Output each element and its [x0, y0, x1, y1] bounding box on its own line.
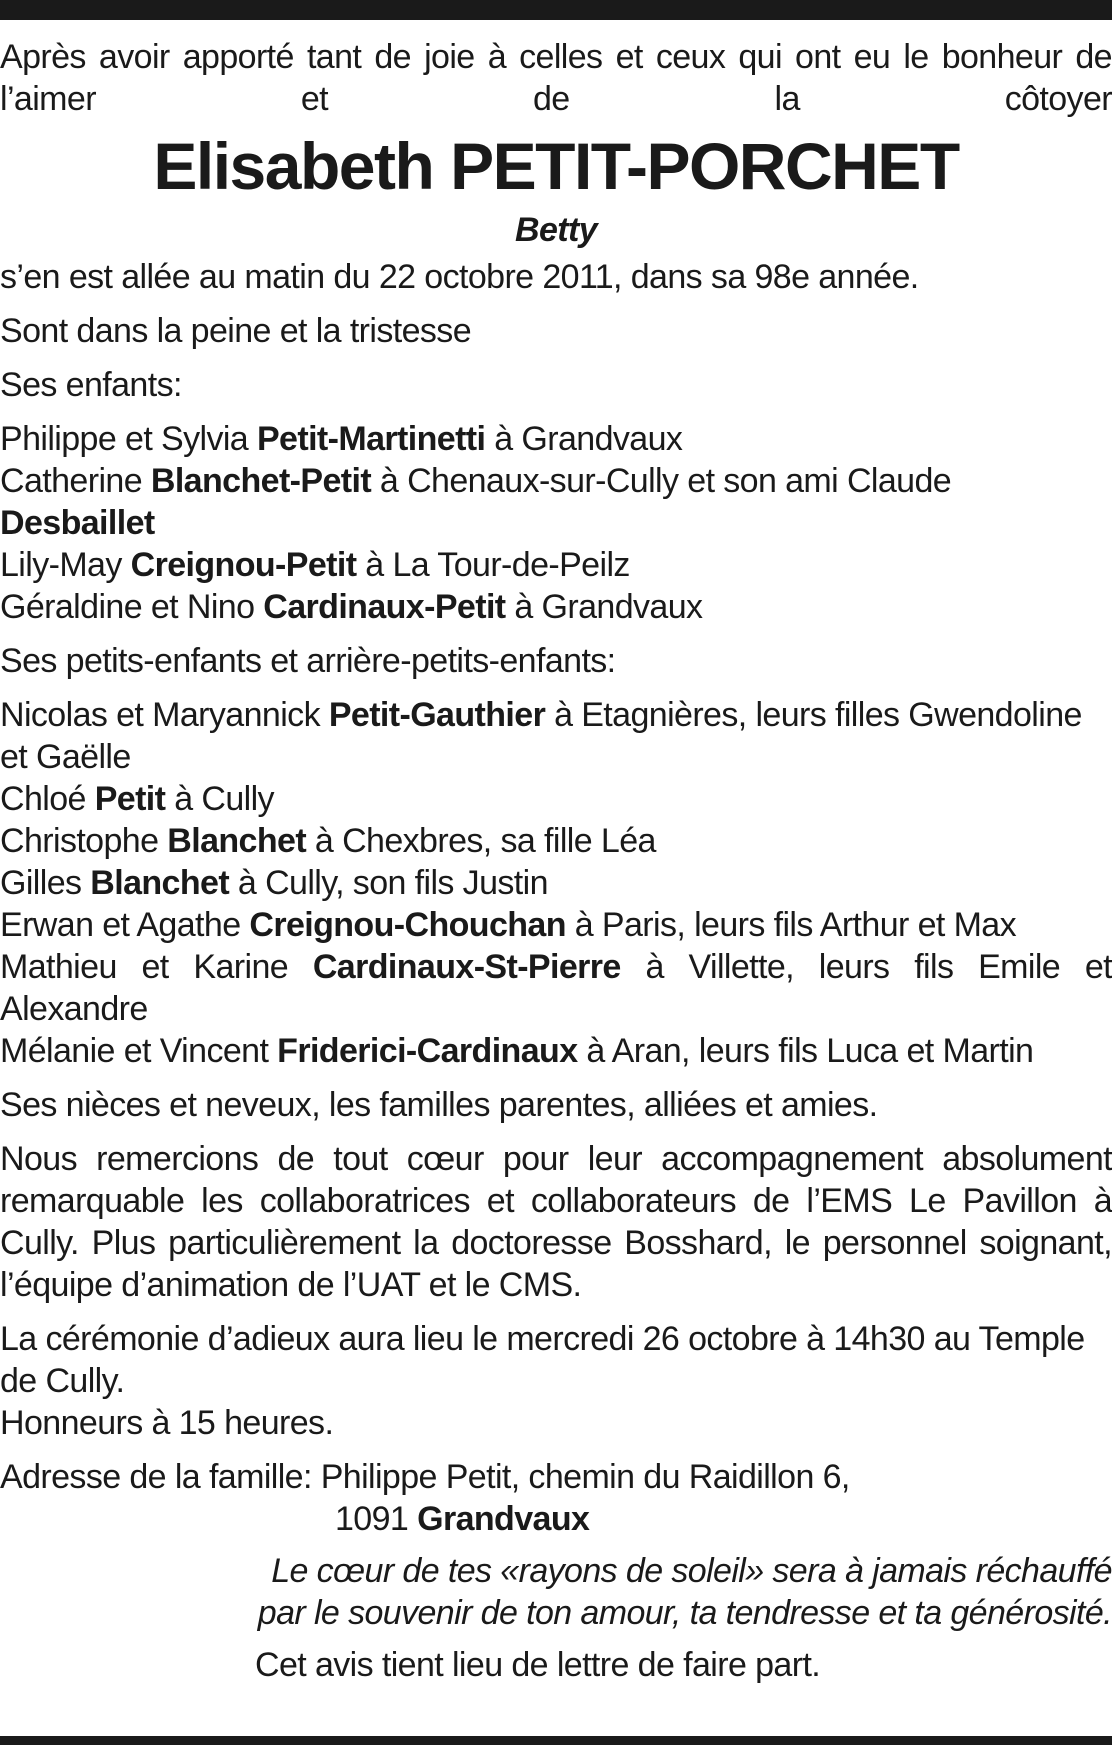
list-item: Philippe et Sylvia Petit-Martinetti à Grandvaux [0, 420, 683, 458]
list-item: Christophe Blanchet à Chexbres, sa fille Léa [0, 822, 656, 860]
list-item: Chloé Petit à Cully [0, 780, 274, 818]
mourning-line: Sont dans la peine et la tristesse [0, 312, 472, 350]
thanks-paragraph: Nous remercions de tout cœur pour leur accompagnement absolument remarquable les collaboratrices et collaborateurs de l’EMS Le Pavillon à Cully. Plus particulièrement la doctoresse Bosshard, le personnel soignant, l’équipe d’animation de l’UAT et le CMS. [0, 1140, 1112, 1304]
extended-family-line: Ses nièces et neveux, les familles parentes, alliées et amies. [0, 1086, 878, 1124]
list-item: Erwan et Agathe Creignou-Chouchan à Paris, leurs fils Arthur et Max [0, 906, 1017, 944]
obituary-notice [0, 36, 1112, 1686]
children-heading: Ses enfants: [0, 366, 182, 404]
grandchildren-list [0, 694, 1112, 1072]
quote-line-1: Le cœur de tes «rayons de soleil» sera à jamais réchauffé [271, 1552, 1112, 1590]
list-item: Catherine Blanchet-Petit à Chenaux-sur-Cully et son ami Claude Desbaillet [0, 462, 952, 542]
list-item: Géraldine et Nino Cardinaux-Petit à Grandvaux [0, 588, 703, 626]
closing-line: Cet avis tient lieu de lettre de faire part. [255, 1646, 821, 1684]
deceased-name: Elisabeth PETIT-PORCHET [153, 129, 959, 203]
list-item: Gilles Blanchet à Cully, son fils Justin [0, 864, 548, 902]
top-rule [0, 0, 1112, 20]
list-item: Mélanie et Vincent Friderici-Cardinaux à Aran, leurs fils Luca et Martin [0, 1032, 1034, 1070]
address-town-line: 1091 Grandvaux [335, 1500, 590, 1538]
ceremony-line: La cérémonie d’adieux aura lieu le mercredi 26 octobre à 14h30 au Temple de Cully. [0, 1320, 1085, 1400]
grandchildren-heading: Ses petits-enfants et arrière-petits-enfants: [0, 642, 616, 680]
ceremony-block [0, 1318, 1112, 1444]
bottom-rule [0, 1736, 1112, 1745]
memorial-quote [0, 1550, 1112, 1634]
quote-line-2: par le souvenir de ton amour, ta tendresse et ta générosité. [257, 1594, 1112, 1632]
deceased-nickname: Betty [514, 211, 598, 249]
family-address [0, 1456, 1112, 1540]
honours-line: Honneurs à 15 heures. [0, 1404, 334, 1442]
address-line: Adresse de la famille: Philippe Petit, chemin du Raidillon 6, [0, 1458, 850, 1496]
list-item: Lily-May Creignou-Petit à La Tour-de-Peilz [0, 546, 630, 584]
death-line: s’en est allée au matin du 22 octobre 2011, dans sa 98e année. [0, 258, 919, 296]
list-item: Mathieu et Karine Cardinaux-St-Pierre à Villette, leurs fils Emile et Alexandre [0, 948, 1112, 1028]
children-list [0, 418, 1112, 628]
list-item: Nicolas et Maryannick Petit-Gauthier à Etagnières, leurs filles Gwendoline et Gaëlle [0, 696, 1082, 776]
intro-text: Après avoir apporté tant de joie à celles et ceux qui ont eu le bonheur de l’aimer et de la côtoyer [0, 38, 1112, 118]
